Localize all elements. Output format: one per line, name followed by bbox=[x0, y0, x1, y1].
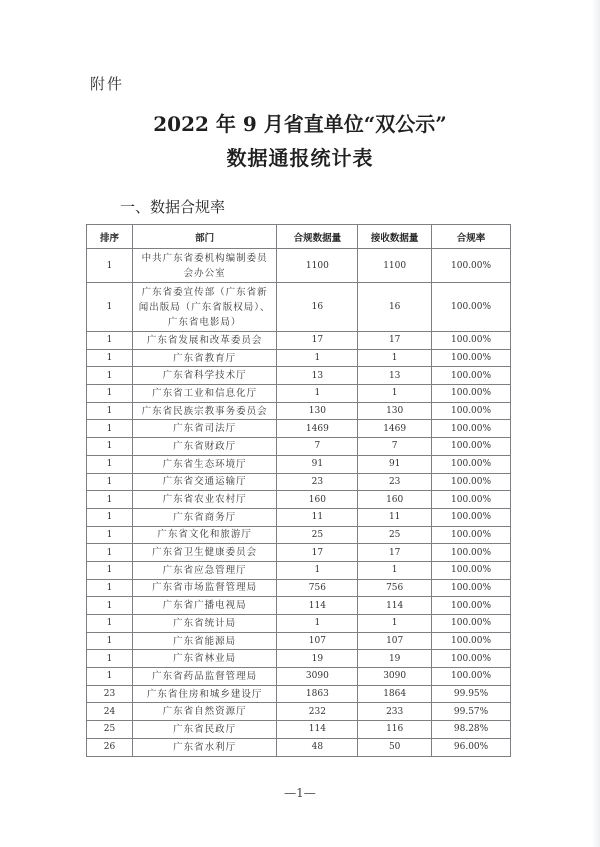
rank-cell: 1 bbox=[87, 526, 133, 544]
compliant-count-cell: 48 bbox=[277, 738, 358, 756]
header-rank: 排序 bbox=[87, 225, 133, 249]
received-count-cell: 91 bbox=[358, 455, 432, 473]
table-row bbox=[87, 249, 511, 283]
compliance-rate-cell: 100.00% bbox=[432, 668, 511, 686]
received-count-cell: 17 bbox=[358, 544, 432, 562]
received-count-cell: 114 bbox=[358, 597, 432, 615]
attachment-label: 附件 bbox=[90, 75, 125, 93]
compliant-count-cell: 91 bbox=[277, 455, 358, 473]
section-heading: 一、数据合规率 bbox=[120, 198, 226, 216]
department-cell: 广东省委宣传部（广东省新闻出版局（广东省版权局）、广东省电影局） bbox=[132, 283, 277, 332]
department-cell: 广东省自然资源厅 bbox=[132, 703, 277, 721]
received-count-cell: 16 bbox=[358, 283, 432, 332]
compliance-rate-cell: 100.00% bbox=[432, 632, 511, 650]
compliant-count-cell: 1 bbox=[277, 615, 358, 633]
table-row bbox=[87, 561, 511, 579]
table-row bbox=[87, 332, 511, 350]
compliance-rate-cell: 98.28% bbox=[432, 721, 511, 739]
compliant-count-cell: 160 bbox=[277, 491, 358, 509]
department-cell: 广东省科学技术厅 bbox=[132, 367, 277, 385]
rank-cell: 26 bbox=[87, 738, 133, 756]
received-count-cell: 1 bbox=[358, 561, 432, 579]
received-count-cell: 25 bbox=[358, 526, 432, 544]
compliant-count-cell: 23 bbox=[277, 473, 358, 491]
rank-cell: 1 bbox=[87, 597, 133, 615]
compliant-count-cell: 19 bbox=[277, 650, 358, 668]
compliance-rate-cell: 100.00% bbox=[432, 402, 511, 420]
compliance-rate-cell: 100.00% bbox=[432, 491, 511, 509]
compliant-count-cell: 13 bbox=[277, 367, 358, 385]
compliance-rate-cell: 100.00% bbox=[432, 650, 511, 668]
compliant-count-cell: 7 bbox=[277, 438, 358, 456]
department-cell: 广东省文化和旅游厅 bbox=[132, 526, 277, 544]
rank-cell: 1 bbox=[87, 561, 133, 579]
received-count-cell: 1100 bbox=[358, 249, 432, 283]
compliant-count-cell: 107 bbox=[277, 632, 358, 650]
compliant-count-cell: 1863 bbox=[277, 685, 358, 703]
header-compliance-rate: 合规率 bbox=[432, 225, 511, 249]
document-title-line1: 2022 年 9 月省直单位“双公示” bbox=[153, 112, 447, 136]
table-row bbox=[87, 526, 511, 544]
compliant-count-cell: 3090 bbox=[277, 668, 358, 686]
table-row bbox=[87, 283, 511, 332]
rank-cell: 1 bbox=[87, 367, 133, 385]
compliance-rate-cell: 100.00% bbox=[432, 349, 511, 367]
compliant-count-cell: 25 bbox=[277, 526, 358, 544]
compliant-count-cell: 17 bbox=[277, 544, 358, 562]
rank-cell: 1 bbox=[87, 579, 133, 597]
table-row bbox=[87, 491, 511, 509]
compliance-table bbox=[86, 224, 511, 757]
department-cell: 广东省统计局 bbox=[132, 615, 277, 633]
table-row bbox=[87, 650, 511, 668]
department-cell: 广东省能源局 bbox=[132, 632, 277, 650]
received-count-cell: 1 bbox=[358, 615, 432, 633]
table-header-row bbox=[87, 225, 511, 249]
rank-cell: 1 bbox=[87, 420, 133, 438]
compliant-count-cell: 1100 bbox=[277, 249, 358, 283]
compliant-count-cell: 1 bbox=[277, 349, 358, 367]
compliance-rate-cell: 100.00% bbox=[432, 438, 511, 456]
department-cell: 广东省广播电视局 bbox=[132, 597, 277, 615]
table-row bbox=[87, 402, 511, 420]
table-row bbox=[87, 420, 511, 438]
received-count-cell: 23 bbox=[358, 473, 432, 491]
compliance-rate-cell: 100.00% bbox=[432, 455, 511, 473]
compliance-rate-cell: 100.00% bbox=[432, 473, 511, 491]
rank-cell: 1 bbox=[87, 455, 133, 473]
department-cell: 广东省工业和信息化厅 bbox=[132, 385, 277, 403]
compliance-rate-cell: 100.00% bbox=[432, 615, 511, 633]
received-count-cell: 756 bbox=[358, 579, 432, 597]
department-cell: 广东省商务厅 bbox=[132, 508, 277, 526]
compliant-count-cell: 1469 bbox=[277, 420, 358, 438]
department-cell: 广东省住房和城乡建设厅 bbox=[132, 685, 277, 703]
table-row bbox=[87, 632, 511, 650]
received-count-cell: 1 bbox=[358, 385, 432, 403]
compliance-rate-cell: 100.00% bbox=[432, 385, 511, 403]
compliance-rate-cell: 100.00% bbox=[432, 561, 511, 579]
table-body bbox=[87, 249, 511, 757]
table-row bbox=[87, 385, 511, 403]
received-count-cell: 107 bbox=[358, 632, 432, 650]
received-count-cell: 116 bbox=[358, 721, 432, 739]
received-count-cell: 1864 bbox=[358, 685, 432, 703]
received-count-cell: 3090 bbox=[358, 668, 432, 686]
table-row bbox=[87, 438, 511, 456]
table-row bbox=[87, 544, 511, 562]
rank-cell: 1 bbox=[87, 632, 133, 650]
compliant-count-cell: 232 bbox=[277, 703, 358, 721]
compliance-rate-cell: 99.95% bbox=[432, 685, 511, 703]
rank-cell: 1 bbox=[87, 385, 133, 403]
received-count-cell: 1469 bbox=[358, 420, 432, 438]
table-row bbox=[87, 597, 511, 615]
department-cell: 广东省民政厅 bbox=[132, 721, 277, 739]
rank-cell: 1 bbox=[87, 473, 133, 491]
received-count-cell: 13 bbox=[358, 367, 432, 385]
department-cell: 广东省民族宗教事务委员会 bbox=[132, 402, 277, 420]
compliance-rate-cell: 100.00% bbox=[432, 544, 511, 562]
table-row bbox=[87, 508, 511, 526]
table-row bbox=[87, 668, 511, 686]
department-cell: 中共广东省委机构编制委员会办公室 bbox=[132, 249, 277, 283]
department-cell: 广东省财政厅 bbox=[132, 438, 277, 456]
document-title-line2: 数据通报统计表 bbox=[226, 146, 374, 170]
rank-cell: 1 bbox=[87, 283, 133, 332]
rank-cell: 24 bbox=[87, 703, 133, 721]
received-count-cell: 160 bbox=[358, 491, 432, 509]
compliant-count-cell: 17 bbox=[277, 332, 358, 350]
header-received-count: 接收数据量 bbox=[358, 225, 432, 249]
received-count-cell: 17 bbox=[358, 332, 432, 350]
compliant-count-cell: 130 bbox=[277, 402, 358, 420]
page-number: —1— bbox=[284, 786, 316, 800]
received-count-cell: 1 bbox=[358, 349, 432, 367]
compliance-rate-cell: 100.00% bbox=[432, 283, 511, 332]
department-cell: 广东省教育厅 bbox=[132, 349, 277, 367]
table-row bbox=[87, 455, 511, 473]
header-department: 部门 bbox=[132, 225, 277, 249]
department-cell: 广东省水利厅 bbox=[132, 738, 277, 756]
rank-cell: 1 bbox=[87, 249, 133, 283]
table-row bbox=[87, 579, 511, 597]
received-count-cell: 50 bbox=[358, 738, 432, 756]
received-count-cell: 11 bbox=[358, 508, 432, 526]
table-row bbox=[87, 473, 511, 491]
department-cell: 广东省司法厅 bbox=[132, 420, 277, 438]
compliant-count-cell: 1 bbox=[277, 561, 358, 579]
compliance-rate-cell: 99.57% bbox=[432, 703, 511, 721]
department-cell: 广东省发展和改革委员会 bbox=[132, 332, 277, 350]
compliance-rate-cell: 100.00% bbox=[432, 579, 511, 597]
department-cell: 广东省林业局 bbox=[132, 650, 277, 668]
rank-cell: 1 bbox=[87, 491, 133, 509]
rank-cell: 1 bbox=[87, 650, 133, 668]
compliance-rate-cell: 100.00% bbox=[432, 508, 511, 526]
table-row bbox=[87, 615, 511, 633]
compliant-count-cell: 756 bbox=[277, 579, 358, 597]
compliance-rate-cell: 100.00% bbox=[432, 597, 511, 615]
compliant-count-cell: 114 bbox=[277, 721, 358, 739]
header-compliant-count: 合规数据量 bbox=[277, 225, 358, 249]
table-row bbox=[87, 349, 511, 367]
department-cell: 广东省农业农村厅 bbox=[132, 491, 277, 509]
received-count-cell: 19 bbox=[358, 650, 432, 668]
received-count-cell: 233 bbox=[358, 703, 432, 721]
table-row bbox=[87, 738, 511, 756]
rank-cell: 1 bbox=[87, 332, 133, 350]
rank-cell: 1 bbox=[87, 615, 133, 633]
department-cell: 广东省药品监督管理局 bbox=[132, 668, 277, 686]
department-cell: 广东省应急管理厅 bbox=[132, 561, 277, 579]
rank-cell: 1 bbox=[87, 544, 133, 562]
department-cell: 广东省交通运输厅 bbox=[132, 473, 277, 491]
rank-cell: 1 bbox=[87, 349, 133, 367]
rank-cell: 1 bbox=[87, 508, 133, 526]
rank-cell: 25 bbox=[87, 721, 133, 739]
compliant-count-cell: 1 bbox=[277, 385, 358, 403]
rank-cell: 1 bbox=[87, 438, 133, 456]
received-count-cell: 7 bbox=[358, 438, 432, 456]
compliant-count-cell: 11 bbox=[277, 508, 358, 526]
rank-cell: 1 bbox=[87, 402, 133, 420]
compliance-rate-cell: 100.00% bbox=[432, 332, 511, 350]
compliance-rate-cell: 96.00% bbox=[432, 738, 511, 756]
rank-cell: 1 bbox=[87, 668, 133, 686]
compliant-count-cell: 16 bbox=[277, 283, 358, 332]
compliance-rate-cell: 100.00% bbox=[432, 249, 511, 283]
table-row bbox=[87, 685, 511, 703]
received-count-cell: 130 bbox=[358, 402, 432, 420]
compliance-rate-cell: 100.00% bbox=[432, 420, 511, 438]
table-row bbox=[87, 367, 511, 385]
table-row bbox=[87, 721, 511, 739]
department-cell: 广东省卫生健康委员会 bbox=[132, 544, 277, 562]
compliant-count-cell: 114 bbox=[277, 597, 358, 615]
department-cell: 广东省生态环境厅 bbox=[132, 455, 277, 473]
compliance-rate-cell: 100.00% bbox=[432, 367, 511, 385]
table-row bbox=[87, 703, 511, 721]
rank-cell: 23 bbox=[87, 685, 133, 703]
department-cell: 广东省市场监督管理局 bbox=[132, 579, 277, 597]
compliance-rate-cell: 100.00% bbox=[432, 526, 511, 544]
